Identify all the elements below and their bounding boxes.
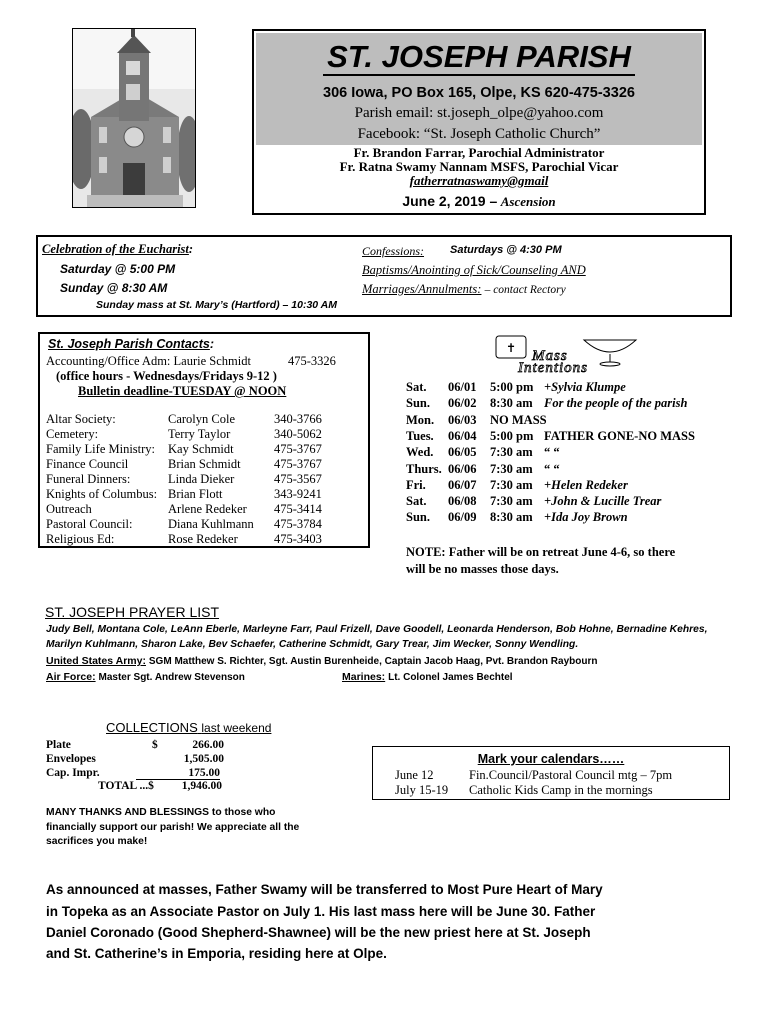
announcement-line-3: Daniel Coronado (Good Shepherd-Shawnee) will be the new priest here at St. Joseph [46,925,591,940]
church-image [73,29,195,207]
office-phone: 475-3326 [288,354,336,368]
retreat-note-2: will be no masses those days. [406,562,559,576]
announcement-line-1: As announced at masses, Father Swamy will be transferred to Most Pure Heart of Mary [46,882,603,897]
thanks-line-1: MANY THANKS AND BLESSINGS to those who [46,807,276,818]
contact-name: Diana Kuhlmann [168,517,254,531]
announcement-line-4: and St. Catherine’s in Emporia, residing here at Olpe. [46,946,387,961]
retreat-note-1: NOTE: Father will be on retreat June 4-6, so there [406,545,676,559]
intention-text: +John & Lucille Trear [544,494,662,509]
baptisms-line: Baptisms/Anointing of Sick/Counseling AND [362,263,586,277]
intention-time: 7:30 am [490,445,533,460]
intention-date: 06/09 [448,510,477,525]
parish-title: ST. JOSEPH PARISH [254,39,704,75]
intention-date: 06/01 [448,380,477,394]
intention-text: FATHER GONE-NO MASS [544,428,695,443]
intention-date: 06/08 [448,494,477,509]
total-amount: 1,946.00 [181,780,222,792]
confessions-time: Saturdays @ 4:30 PM [450,244,562,256]
intention-date: 06/06 [448,461,477,476]
bulletin-deadline: Bulletin deadline-TUESDAY @ NOON [78,384,287,398]
contact-role: Altar Society: [46,412,116,426]
intention-day: Sat. [406,380,427,394]
intention-text: For the people of the parish [544,396,688,411]
plate-amount: 266.00 [192,739,224,751]
contact-role: Funeral Dinners: [46,472,131,486]
contact-row [46,487,366,502]
contact-phone: 475-3414 [274,502,322,516]
svg-text:✝: ✝ [505,341,517,355]
intention-time: NO MASS [490,412,547,427]
contact-phone: 340-3766 [274,412,322,426]
bulletin-date: June 2, 2019 – Ascension [402,193,556,209]
intention-date: 06/05 [448,445,477,460]
intention-day: Wed. [406,445,434,460]
contact-name: Terry Taylor [168,427,231,441]
total-label: TOTAL ...$ [98,780,154,792]
intention-time: 8:30 am [490,396,533,411]
contact-phone: 475-3767 [274,457,322,471]
office-admin: Accounting/Office Adm: Laurie Schmidt [46,354,251,368]
intention-date: 06/02 [448,396,477,411]
thanks-line-2: financially support our parish! We appreciate all the [46,822,300,833]
contact-row [46,427,366,442]
contact-row [46,457,366,472]
contact-name: Brian Schmidt [168,457,241,471]
vicar-email: fatherratnaswamy@gmail [409,173,549,188]
intention-day: Sun. [406,510,430,525]
envelopes-amount: 1,505.00 [183,753,224,765]
thanks-line-3: sacrifices you make! [46,836,148,847]
contact-role: Outreach [46,502,92,516]
capimpr-amount: 175.00 [136,767,220,780]
parish-facebook: Facebook: “St. Joseph Catholic Church” [357,126,601,142]
intention-day: Sat. [406,494,427,509]
intention-text: +Helen Redeker [544,477,628,492]
contact-name: Carolyn Cole [168,412,236,426]
intention-text: +Ida Joy Brown [544,510,628,525]
event-name: Catholic Kids Camp in the mornings [469,783,653,797]
contact-role: Pastoral Council: [46,517,133,531]
capimpr-label: Cap. Impr. [46,767,100,779]
contact-role: Knights of Columbus: [46,487,158,501]
parish-address: 306 Iowa, PO Box 165, Olpe, KS 620-475-3326 [323,85,635,101]
intention-text: “ “ [544,445,560,460]
contact-name: Arlene Redeker [168,502,247,516]
intention-day: Mon. [406,412,435,427]
army-line: United States Army: SGM Matthew S. Richter, Sgt. Austin Burenheide, Captain Jacob Haag, Pvt. Brandon Raybourn [46,655,598,667]
logo-intentions-text: Intentions [518,360,588,376]
contact-phone: 343-9241 [274,487,322,501]
parish-header [252,29,706,215]
contact-role: Cemetery: [46,427,99,441]
contacts-title: St. Joseph Parish Contacts: [48,337,215,351]
contact-phone: 475-3784 [274,517,322,531]
announcement-line-2: in Topeka as an Associate Pastor on July 1. His last mass here will be June 30. Father [46,904,596,919]
parish-contacts [38,332,370,548]
intention-time: 7:30 am [490,461,533,476]
prayer-names-2: Marilyn Kuhlmann, Sharon Lake, Bev Schaefer, Catherine Schmidt, Gary Trear, Jim Wecker, Sonny Wendling. [46,639,579,650]
event-name: Fin.Council/Pastoral Council mtg – 7pm [469,768,673,782]
intention-day: Fri. [406,477,426,492]
intention-time: 7:30 am [490,494,533,509]
church-photo [72,28,196,208]
contact-row [46,517,366,532]
contact-name: Brian Flott [168,487,223,501]
contact-row [46,532,366,547]
intention-day: Sun. [406,396,430,411]
airforce-line: Air Force: Master Sgt. Andrew Stevenson [46,671,245,683]
calendar-title: Mark your calendars…… [477,752,625,766]
prayer-names-1: Judy Bell, Montana Cole, LeAnn Eberle, Marleyne Farr, Paul Frizell, Dave Goodell, Leonarda Henderson, Bob Hohne, Bernadine Kehres, [46,624,708,635]
confessions-label: Confessions: [362,244,425,258]
saturday-mass: Saturday @ 5:00 PM [60,262,176,276]
prayer-list-title: ST. JOSEPH PRAYER LIST [45,604,220,620]
plate-label: Plate [46,739,71,751]
contact-name: Linda Dieker [168,472,235,486]
intention-day: Thurs. [406,461,442,476]
contact-row [46,412,366,427]
contact-row [46,472,366,487]
envelopes-label: Envelopes [46,753,96,765]
contact-phone: 475-3767 [274,442,322,456]
contact-phone: 340-5062 [274,427,322,441]
logo-mass-text: Mass [532,348,568,364]
intention-time: 8:30 am [490,510,533,525]
parish-email: Parish email: st.joseph_olpe@yahoo.com [354,105,604,121]
intention-date: 06/03 [448,412,477,427]
hartford-mass: Sunday mass at St. Mary’s (Hartford) – 10:30 AM [96,299,337,311]
mass-intentions-logo [492,334,642,378]
parochial-vicar: Fr. Ratna Swamy Nannam MSFS, Parochial Vicar [339,159,619,174]
contact-role: Finance Council [46,457,129,471]
sunday-mass: Sunday @ 8:30 AM [60,281,168,295]
contact-role: Family Life Ministry: [46,442,156,456]
mass-schedule [36,235,732,317]
event-date: June 12 [395,768,434,782]
contact-role: Religious Ed: [46,532,115,546]
intention-day: Tues. [406,428,434,443]
contact-name: Rose Redeker [168,532,238,546]
contact-phone: 475-3567 [274,472,322,486]
eucharist-heading: Celebration of the Eucharist: [42,242,194,256]
contact-row [46,502,366,517]
contact-name: Kay Schmidt [168,442,234,456]
collections-title: COLLECTIONS last weekend [106,720,272,735]
intention-text: “ “ [544,461,560,476]
intention-date: 06/07 [448,477,477,492]
intention-date: 06/04 [448,428,477,443]
intention-text: +Sylvia Klumpe [544,380,626,394]
contact-row [46,442,366,457]
plate-dollar: $ [152,739,158,751]
intention-time: 7:30 am [490,477,533,492]
intention-time: 5:00 pm [490,428,534,443]
office-hours: (office hours - Wednesdays/Fridays 9-12 ) [56,369,277,383]
calendar-box [372,746,730,800]
contact-phone: 475-3403 [274,532,322,546]
marriages-line: Marriages/Annulments: – contact Rectory [362,282,566,296]
intention-time: 5:00 pm [490,380,534,394]
parochial-administrator: Fr. Brandon Farrar, Parochial Administrator [353,145,605,160]
event-date: July 15-19 [395,783,449,797]
marines-line: Marines: Lt. Colonel James Bechtel [342,671,513,683]
